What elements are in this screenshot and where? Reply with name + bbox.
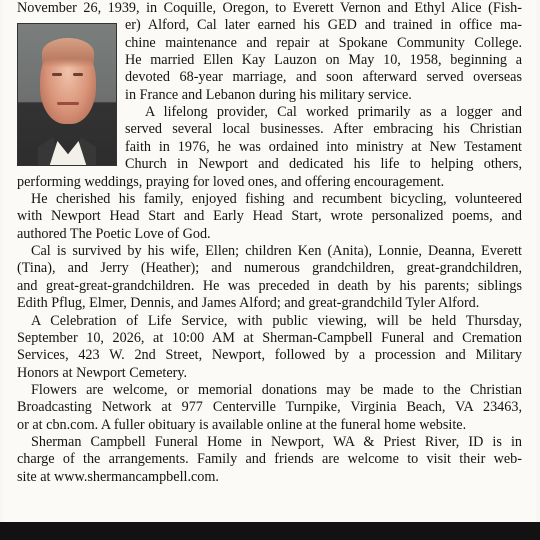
text-line: in France and Lebanon during his military service. <box>125 87 412 103</box>
text-line: Honors at Newport Cemetery. <box>17 365 188 381</box>
text-line: Church in Newport and dedicated his life to helping others, <box>125 156 522 172</box>
text-line: November 26, 1939, in Coquille, Oregon, to Everett Vernon and Ethyl Alice (Fish- <box>17 0 522 16</box>
text-line: site at www.shermancampbell.com. <box>17 469 219 485</box>
text-line: authored The Poetic Love of God. <box>17 226 211 242</box>
text-line: Sherman Campbell Funeral Home in Newport, WA & Priest River, ID is in <box>31 434 522 450</box>
text-line: September 10, 2026, at 10:00 AM at Sherman-Campbell Funeral and Cremation <box>17 330 522 346</box>
text-line: chine maintenance and repair at Spokane Community College. <box>125 35 522 51</box>
hair <box>42 38 94 68</box>
text-line: A Celebration of Life Service, with public viewing, will be held Thursday, <box>31 313 522 329</box>
text-line: er) Alford, Cal later earned his GED and trained in office ma- <box>125 17 522 33</box>
left-eye <box>52 73 62 76</box>
text-line: devoted 68-year marriage, and soon afterward served overseas <box>125 69 522 85</box>
text-line: with Newport Head Start and Early Head Start, wrote personalized poems, and <box>17 208 522 224</box>
portrait-photo <box>17 23 117 166</box>
text-line: Broadcasting Network at 977 Centerville Turnpike, Virginia Beach, VA 23463, <box>17 399 522 415</box>
obituary-page <box>3 0 536 522</box>
text-line: A lifelong provider, Cal worked primarily as a logger and <box>145 104 522 120</box>
text-line: and great-great-grandchildren. He was preceded in death by his parents; siblings <box>17 278 522 294</box>
text-line: Edith Pflug, Elmer, Dennis, and James Alford; and great-grandchild Tyler Alford. <box>17 295 480 311</box>
text-line: He cherished his family, enjoyed fishing and recumbent bicycling, volunteered <box>31 191 522 207</box>
text-line: Flowers are welcome, or memorial donations may be made to the Christian <box>31 382 522 398</box>
text-line: (Tina), and Jerry (Heather); and numerous grandchildren, great-grandchildren, <box>17 260 522 276</box>
text-line: charge of the arrangements. Family and friends are welcome to visit their web- <box>17 451 522 467</box>
text-line: performing weddings, praying for loved ones, and offering encouragement. <box>17 174 445 190</box>
text-line: or at cbn.com. A fuller obituary is available online at the funeral home website. <box>17 417 467 433</box>
bottom-border <box>0 522 540 540</box>
text-line: faith in 1976, he was ordained into ministry at New Testament <box>125 139 522 155</box>
text-line: Services, 423 W. 2nd Street, Newport, followed by a procession and Military <box>17 347 522 363</box>
text-line: served several local businesses. After embracing his Christian <box>125 121 522 137</box>
right-eye <box>73 73 83 76</box>
mouth <box>57 102 79 105</box>
text-line: Cal is survived by his wife, Ellen; children Ken (Anita), Lonnie, Deanna, Everett <box>31 243 522 259</box>
text-line: He married Ellen Kay Lauzon on May 10, 1958, beginning a <box>125 52 522 68</box>
